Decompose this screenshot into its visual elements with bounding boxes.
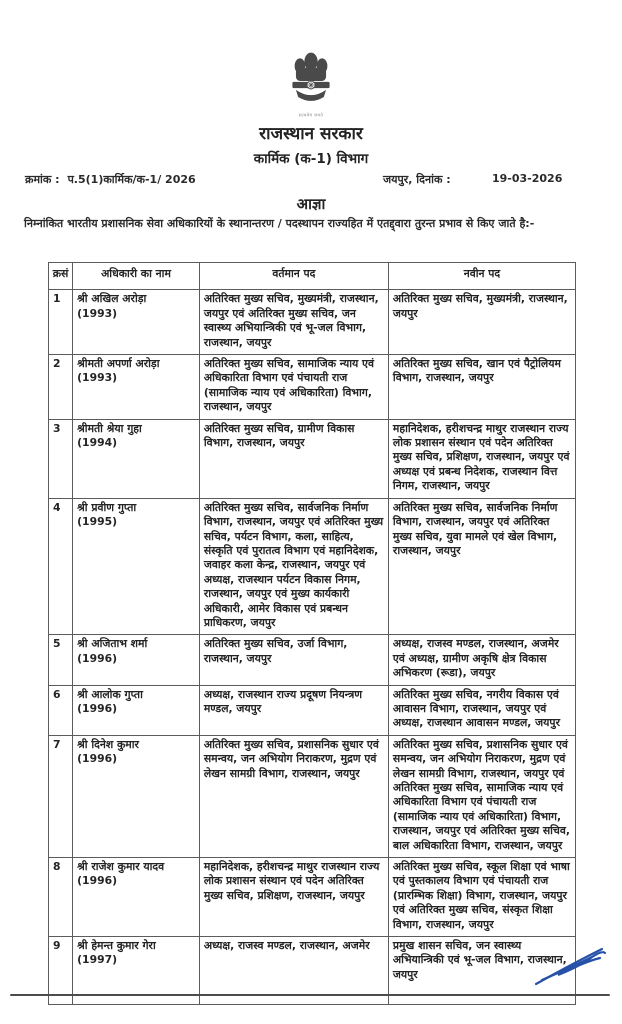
table-row: [49, 685, 576, 735]
officer-name: श्री राजेश कुमार यादव: [77, 860, 165, 874]
table-row: [49, 635, 576, 685]
officer-batch: (1993): [77, 306, 118, 320]
header-current-post: वर्तमान पद: [199, 263, 388, 290]
new-post-cell: अतिरिक्त मुख्य सचिव, खान एवं पैट्रोलियम विभाग, राजस्थान, जयपुर: [388, 355, 575, 420]
row-serial: 6: [49, 685, 73, 735]
row-serial: 7: [49, 735, 73, 857]
officer-name-cell: [73, 419, 200, 498]
table-row: [49, 419, 576, 498]
table-row: [49, 498, 576, 635]
row-serial: 3: [49, 419, 73, 498]
reference-number: प.5(1)कार्मिक/क-1/ 2026: [67, 173, 196, 186]
government-title: राजस्थान सरकार: [259, 124, 363, 144]
order-intro-text: निम्नांकित भारतीय प्रशासनिक सेवा अधिकारियों के स्थानान्तरण / पदस्थापन राज्यहित में एतद्द्वारा तुरन्त प्रभाव से किए जाते है:-: [24, 217, 535, 230]
officer-name-cell: [73, 735, 200, 857]
table-row: [49, 355, 576, 420]
officer-name: श्री हेमन्त कुमार गेरा: [77, 939, 156, 953]
officer-batch: (1996): [77, 874, 118, 888]
officer-name-cell: [73, 635, 200, 685]
officer-batch: (1994): [77, 436, 118, 450]
current-post-cell: अतिरिक्त मुख्य सचिव, सामाजिक न्याय एवं अधिकारिता विभाग एवं पंचायती राज (सामाजिक न्याय एवं अधिकारिता) विभाग, राजस्थान, जयपुर: [199, 355, 388, 420]
officer-batch: (1995): [77, 515, 118, 529]
new-post-cell: अतिरिक्त मुख्य सचिव, नगरीय विकास एवं आवासन विभाग, राजस्थान, जयपुर एवं अध्यक्ष, राजस्थान आवासन मण्डल, जयपुर: [388, 685, 575, 735]
place-date-label: जयपुर, दिनांक :: [383, 173, 451, 186]
officer-name: श्री आलोक गुप्ता: [77, 687, 143, 701]
current-post-cell: अतिरिक्त मुख्य सचिव, ग्रामीण विकास विभाग, राजस्थान, जयपुर: [199, 419, 388, 498]
signature-scribble: [532, 944, 608, 994]
new-post-cell: अतिरिक्त मुख्य सचिव, मुख्यमंत्री, राजस्थान, जयपुर: [388, 290, 575, 355]
officer-name-cell: [73, 858, 200, 937]
officer-name: श्री अजिताभ शर्मा: [77, 637, 148, 651]
header-officer-name: अधिकारी का नाम: [73, 263, 200, 290]
current-post-cell: अध्यक्ष, राजस्व मण्डल, राजस्थान, अजमेर: [199, 937, 388, 1005]
officer-name: श्री दिनेश कुमार: [77, 737, 139, 751]
reference-line: [0, 172, 622, 188]
current-post-cell: अतिरिक्त मुख्य सचिव, उर्जा विभाग, राजस्थान, जयपुर: [199, 635, 388, 685]
officer-name: श्रीमती अपर्णा अरोड़ा: [77, 357, 160, 371]
current-post-cell: अध्यक्ष, राजस्थान राज्य प्रदूषण नियन्त्रण मण्डल, जयपुर: [199, 685, 388, 735]
new-post-cell: अतिरिक्त मुख्य सचिव, सार्वजनिक निर्माण विभाग, राजस्थान, जयपुर एवं अतिरिक्त मुख्य सचिव, युवा मामले एवं खेल विभाग, राजस्थान, जयपुर: [388, 498, 575, 635]
officer-name-cell: [73, 498, 200, 635]
row-serial: 9: [49, 937, 73, 1005]
officer-name-cell: [73, 355, 200, 420]
emblem-of-india-icon: [283, 50, 339, 120]
row-serial: 5: [49, 635, 73, 685]
header-new-post: नवीन पद: [388, 263, 575, 290]
table-header-row: [49, 263, 576, 290]
order-title: आज्ञा: [296, 195, 326, 213]
reference-left: [25, 172, 196, 187]
officer-name: श्री प्रवीण गुप्ता: [77, 500, 137, 514]
transfer-table: [48, 262, 576, 1005]
row-serial: 8: [49, 858, 73, 937]
officer-name-cell: [73, 290, 200, 355]
current-post-cell: अतिरिक्त मुख्य सचिव, सार्वजनिक निर्माण विभाग, राजस्थान, जयपुर एवं अतिरिक्त मुख्य सचिव, पर्यटन विभाग, कला, साहित्य, संस्कृति एवं पुरातत्व विभाग एवं महानिदेशक, जवाहर कला केन्द्र, राजस्थान, जयपुर एवं अध्यक्ष, राजस्थान पर्यटन विकास निगम, राजस्थान, जयपुर एवं मुख्य कार्यकारी अधिकारी, आमेर विकास एवं प्रबन्धन प्राधिकरण, जयपुर: [199, 498, 388, 635]
emblem-motto: सत्यमेव जयते: [298, 112, 324, 118]
current-post-cell: महानिदेशक, हरीशचन्द्र माथुर राजस्थान राज्य लोक प्रशासन संस्थान एवं पदेन अतिरिक्त मुख्य सचिव, प्रशिक्षण, राजस्थान, जयपुर: [199, 858, 388, 937]
officer-name: श्रीमती श्रेया गुहा: [77, 421, 142, 435]
reference-label: क्रमांक :: [25, 173, 60, 186]
bottom-divider: [10, 994, 610, 996]
table-row: [49, 290, 576, 355]
new-post-cell: अतिरिक्त मुख्य सचिव, स्कूल शिक्षा एवं भाषा एवं पुस्तकालय विभाग एवं पंचायती राज (प्रारम्भिक शिक्षा) विभाग, राजस्थान, जयपुर एवं अतिरिक्त मुख्य सचिव, संस्कृत शिक्षा विभाग, राजस्थान, जयपुर: [388, 858, 575, 937]
department-title: कार्मिक (क-1) विभाग: [253, 151, 369, 167]
table-row: [49, 858, 576, 937]
table-row: [49, 735, 576, 857]
officer-name-cell: [73, 685, 200, 735]
row-serial: 2: [49, 355, 73, 420]
current-post-cell: अतिरिक्त मुख्य सचिव, मुख्यमंत्री, राजस्थान, जयपुर एवं अतिरिक्त मुख्य सचिव, जन स्वास्थ्य अभियान्त्रिकी एवं भू-जल विभाग, राजस्थान, जयपुर: [199, 290, 388, 355]
row-serial: 1: [49, 290, 73, 355]
officer-name: श्री अखिल अरोड़ा: [77, 292, 147, 306]
order-date: 19-03-2026: [492, 172, 563, 185]
officer-batch: (1997): [77, 953, 118, 967]
officer-batch: (1996): [77, 752, 118, 766]
new-post-cell: अध्यक्ष, राजस्व मण्डल, राजस्थान, अजमेर एवं अध्यक्ष, ग्रामीण अकृषि क्षेत्र विकास अभिकरण (रूडा), जयपुर: [388, 635, 575, 685]
row-serial: 4: [49, 498, 73, 635]
header-serial: क्रसं: [49, 263, 73, 290]
table-body: [49, 290, 576, 1005]
officer-batch: (1996): [77, 701, 118, 715]
officer-batch: (1993): [77, 371, 118, 385]
new-post-cell: महानिदेशक, हरीशचन्द्र माथुर राजस्थान राज्य लोक प्रशासन संस्थान एवं पदेन अतिरिक्त मुख्य सचिव, प्रशिक्षण, राजस्थान, जयपुर एवं अध्यक्ष एवं प्रबन्ध निदेशक, राजस्थान वित्त निगम, राजस्थान, जयपुर: [388, 419, 575, 498]
officer-batch: (1996): [77, 651, 118, 665]
new-post-cell: प्रमुख शासन सचिव, जन स्वास्थ्य अभियान्त्रिकी एवं भू-जल विभाग, राजस्थान, जयपुर: [388, 937, 575, 1005]
current-post-cell: अतिरिक्त मुख्य सचिव, प्रशासनिक सुधार एवं समन्वय, जन अभियोग निराकरण, मुद्रण एवं लेखन सामग्री विभाग, राजस्थान, जयपुर: [199, 735, 388, 857]
new-post-cell: अतिरिक्त मुख्य सचिव, प्रशासनिक सुधार एवं समन्वय, जन अभियोग निराकरण, मुद्रण एवं लेखन सामग्री विभाग, राजस्थान, जयपुर एवं अतिरिक्त मुख्य सचिव, सामाजिक न्याय एवं अधिकारिता विभाग एवं पंचायती राज (सामाजिक न्याय एवं अधिकारिता) विभाग, राजस्थान, जयपुर एवं अतिरिक्त मुख्य सचिव, बाल अधिकारिता विभाग, राजस्थान, जयपुर: [388, 735, 575, 857]
